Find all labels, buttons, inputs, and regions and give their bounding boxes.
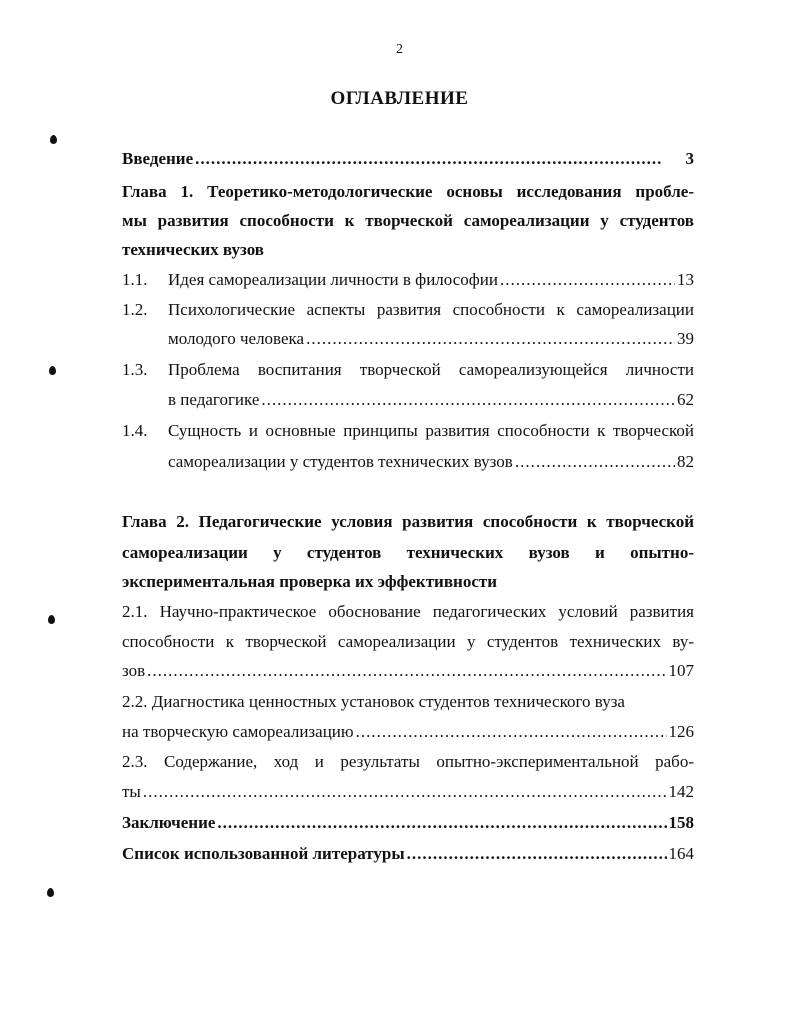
- dot-leader: [356, 721, 667, 743]
- section-number: 1.2.: [122, 300, 148, 319]
- dot-leader: [407, 843, 667, 865]
- toc-label: ты: [122, 782, 141, 801]
- toc-entry-1-2-cont[interactable]: [168, 328, 694, 350]
- toc-page: 13: [677, 270, 694, 289]
- toc-page: 62: [677, 390, 694, 409]
- toc-page: 142: [668, 782, 694, 801]
- toc-entry-conclusion[interactable]: [122, 812, 694, 834]
- chapter-2-heading: Глава 2. Педагогические условия развития способности к творческой: [122, 512, 694, 531]
- toc-label: на творческую самореализацию: [122, 722, 354, 741]
- toc-entry-2-2[interactable]: 2.2. Диагностика ценностных установок студентов технического вуза: [122, 692, 625, 711]
- dot-leader: [147, 660, 666, 682]
- toc-label: Введение: [122, 149, 194, 168]
- section-number: 1.3.: [122, 360, 148, 379]
- margin-mark: [47, 888, 54, 897]
- toc-entry-2-3[interactable]: 2.3. Содержание, ход и результаты опытно-экспериментальной рабо-: [122, 752, 694, 771]
- page-number: 2: [396, 42, 403, 57]
- toc-label: молодого человека: [168, 329, 305, 348]
- toc-entry-intro[interactable]: [122, 148, 694, 170]
- toc-entry-1-4-cont[interactable]: [168, 451, 694, 473]
- toc-entry-2-1-end[interactable]: [122, 660, 694, 682]
- toc-entry-1-4[interactable]: Сущность и основные принципы развития способности к творческой: [168, 421, 694, 440]
- toc-label: в педагогике: [168, 390, 260, 409]
- toc-page: 126: [668, 722, 694, 741]
- dot-leader: [500, 269, 675, 291]
- chapter-1-heading: Глава 1. Теоретико-методологические основы исследования пробле-: [122, 182, 694, 201]
- toc-page: 107: [668, 661, 694, 680]
- toc-entry-1-3-cont[interactable]: [168, 389, 694, 411]
- toc-page: 82: [677, 452, 694, 471]
- page-title: ОГЛАВЛЕНИЕ: [330, 88, 469, 109]
- toc-entry-references[interactable]: [122, 843, 694, 865]
- toc-label: Заключение: [122, 813, 216, 832]
- toc-entry-1-3[interactable]: Проблема воспитания творческой самореализующейся личности: [168, 360, 694, 379]
- chapter-1-heading: мы развития способности к творческой самореализации у студентов: [122, 211, 694, 230]
- dot-leader: [261, 389, 675, 411]
- section-number: 1.1.: [122, 270, 148, 289]
- toc-page: 158: [668, 813, 694, 832]
- dot-leader: [306, 328, 675, 350]
- dot-leader: [195, 148, 662, 170]
- toc-label: зов: [122, 661, 146, 680]
- margin-mark: [50, 135, 57, 144]
- dot-leader: [217, 812, 666, 834]
- margin-mark: [49, 366, 56, 375]
- toc-entry-2-1-cont[interactable]: способности к творческой самореализации у студентов технических ву-: [122, 632, 694, 651]
- dot-leader: [143, 781, 667, 803]
- toc-page: 3: [685, 149, 694, 168]
- chapter-1-heading: технических вузов: [122, 240, 264, 259]
- dot-leader: [515, 451, 675, 473]
- toc-label: самореализации у студентов технических вузов: [168, 452, 513, 471]
- toc-entry-2-3-cont[interactable]: [122, 781, 694, 803]
- toc-label: Список использованной литературы: [122, 844, 405, 863]
- toc-label: Идея самореализации личности в философии: [168, 270, 498, 289]
- section-number: 1.4.: [122, 421, 148, 440]
- toc-entry-2-1[interactable]: 2.1. Научно-практическое обоснование педагогических условий развития: [122, 602, 694, 621]
- chapter-2-heading: экспериментальная проверка их эффективности: [122, 572, 498, 591]
- chapter-2-heading: самореализации у студентов технических вузов и опытно-: [122, 543, 694, 562]
- margin-mark: [48, 615, 55, 624]
- toc-entry-1-2[interactable]: Психологические аспекты развития способности к самореализации: [168, 300, 694, 319]
- toc-page: 164: [668, 844, 694, 863]
- toc-page: 39: [677, 329, 694, 348]
- toc-entry-1-1[interactable]: [168, 269, 694, 291]
- toc-entry-2-2-cont[interactable]: [122, 721, 694, 743]
